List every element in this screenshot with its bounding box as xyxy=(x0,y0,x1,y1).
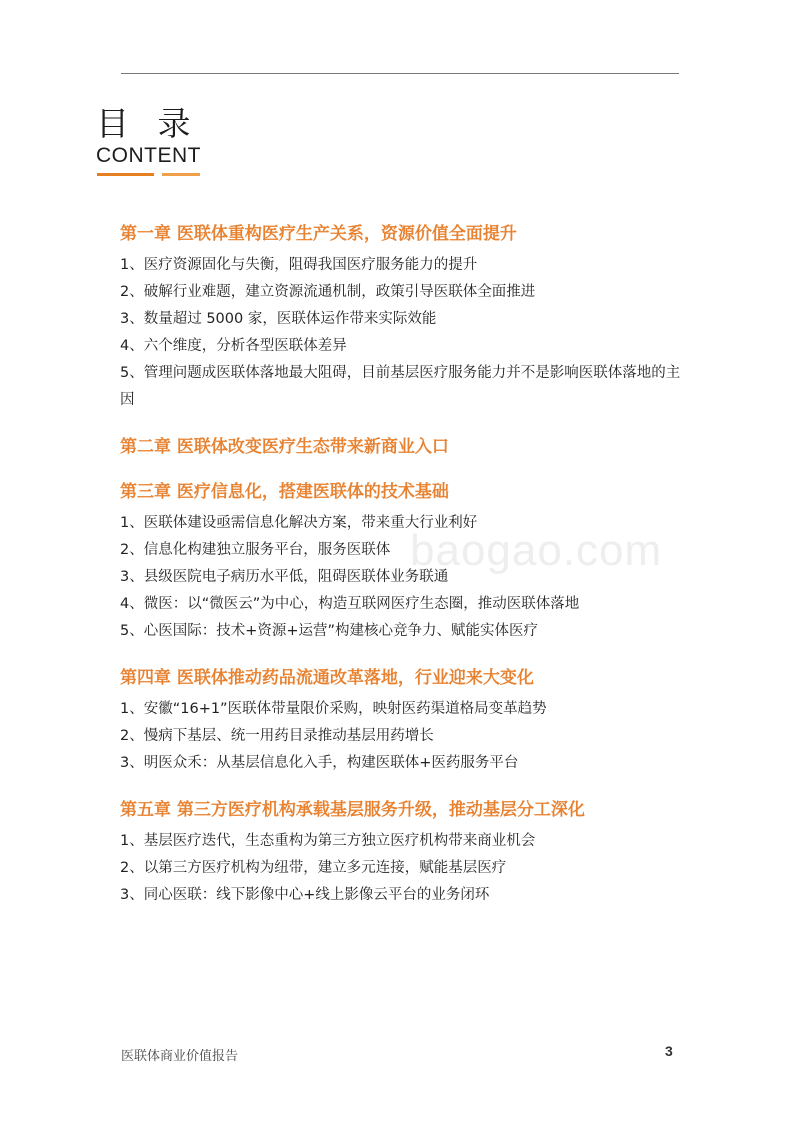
toc-item[interactable]: 4、六个维度，分析各型医联体差异 xyxy=(120,338,347,354)
toc-item[interactable]: 2、慢病下基层、统一用药目录推动基层用药增长 xyxy=(120,728,434,744)
watermark: baogao.com xyxy=(410,526,663,575)
toc-item[interactable]: 1、医联体建设亟需信息化解决方案，带来重大行业利好 xyxy=(120,515,478,531)
chapter-1 xyxy=(120,222,690,414)
chapter-4 xyxy=(120,666,690,777)
footer-report-name: 医联体商业价值报告 xyxy=(121,1049,239,1064)
toc-item[interactable]: 5、心医国际：技术+资源+运营”构建核心竞争力、赋能实体医疗 xyxy=(120,623,539,639)
toc-item[interactable]: 5、管理问题成医联体落地最大阻碍，目前基层医疗服务能力并不是影响医联体落地的主因 xyxy=(120,365,681,408)
page-number: 3 xyxy=(665,1043,673,1059)
page-title: 目 录 xyxy=(96,104,200,143)
header-rule xyxy=(121,73,679,74)
page-subtitle: CONTENT xyxy=(96,144,201,167)
toc-item[interactable]: 3、数量超过 5000 家，医联体运作带来实际效能 xyxy=(120,311,437,327)
chapter-title[interactable]: 第一章 医联体重构医疗生产关系，资源价值全面提升 xyxy=(120,224,517,244)
toc-item[interactable]: 2、信息化构建独立服务平台，服务医联体 xyxy=(120,542,391,558)
table-of-contents xyxy=(120,222,690,930)
chapter-title[interactable]: 第五章 第三方医疗机构承载基层服务升级，推动基层分工深化 xyxy=(120,800,585,820)
title-underline-secondary xyxy=(162,173,200,176)
toc-item[interactable]: 3、县级医院电子病历水平低，阻碍医联体业务联通 xyxy=(120,569,449,585)
chapter-3 xyxy=(120,480,690,645)
toc-item[interactable]: 1、安徽“16+1”医联体带量限价采购，映射医药渠道格局变革趋势 xyxy=(120,701,547,717)
toc-item[interactable]: 2、以第三方医疗机构为纽带，建立多元连接，赋能基层医疗 xyxy=(120,860,507,876)
toc-item[interactable]: 1、基层医疗迭代，生态重构为第三方独立医疗机构带来商业机会 xyxy=(120,833,536,849)
toc-item[interactable]: 2、破解行业难题，建立资源流通机制，政策引导医联体全面推进 xyxy=(120,284,536,300)
toc-item[interactable]: 3、明医众禾：从基层信息化入手，构建医联体+医药服务平台 xyxy=(120,755,519,771)
chapter-title[interactable]: 第三章 医疗信息化，搭建医联体的技术基础 xyxy=(120,482,449,502)
chapter-title[interactable]: 第二章 医联体改变医疗生态带来新商业入口 xyxy=(120,437,449,457)
chapter-2 xyxy=(120,435,690,459)
toc-item[interactable]: 3、同心医联：线下影像中心+线上影像云平台的业务闭环 xyxy=(120,887,490,903)
title-underline-primary xyxy=(97,173,154,176)
chapter-5 xyxy=(120,798,690,909)
toc-item[interactable]: 4、微医：以“微医云”为中心，构造互联网医疗生态圈，推动医联体落地 xyxy=(120,596,580,612)
toc-item[interactable]: 1、医疗资源固化与失衡，阻碍我国医疗服务能力的提升 xyxy=(120,257,478,273)
chapter-title[interactable]: 第四章 医联体推动药品流通改革落地，行业迎来大变化 xyxy=(120,668,534,688)
